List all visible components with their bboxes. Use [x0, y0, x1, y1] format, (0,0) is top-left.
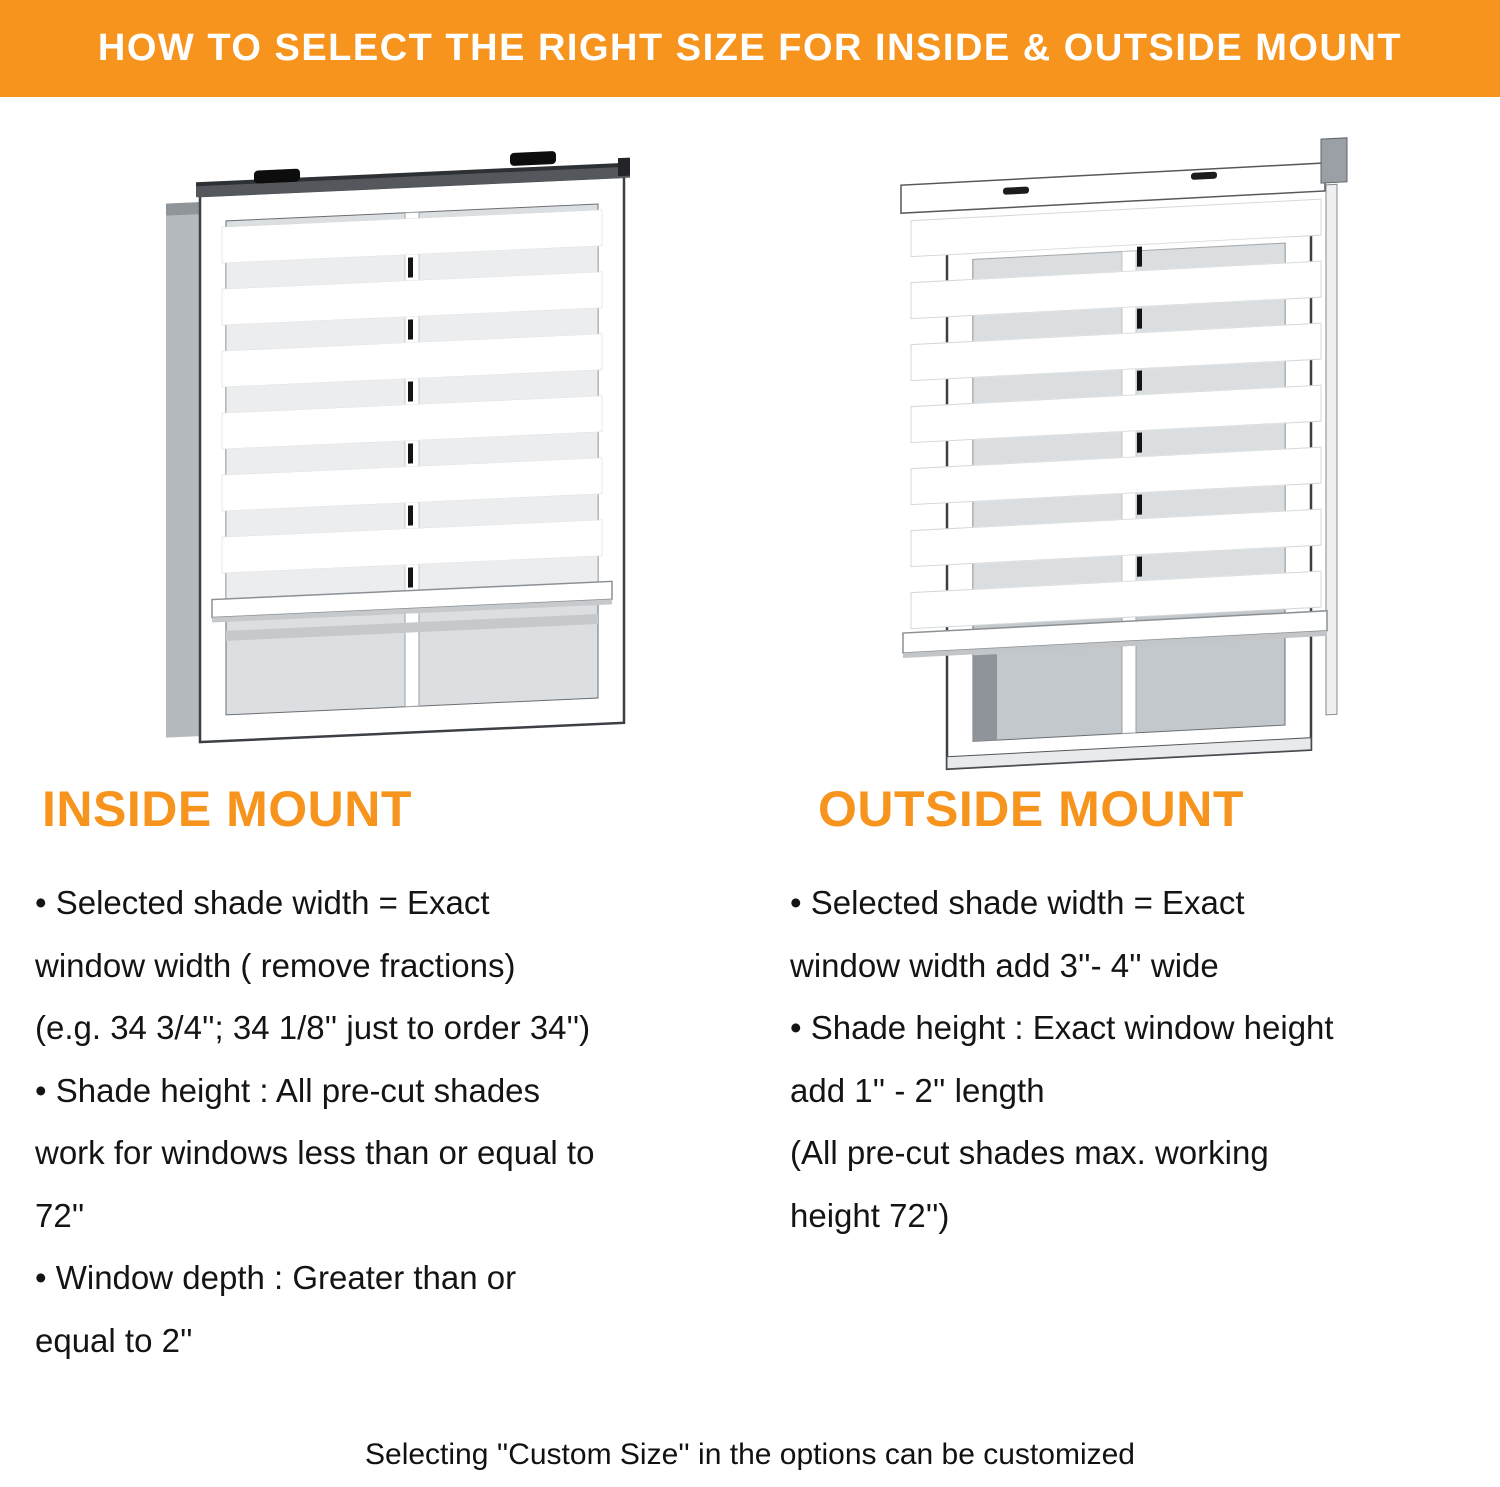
note-line: equal to 2'': [35, 1321, 193, 1359]
note-line: work for windows less than or equal to: [35, 1134, 595, 1171]
note-line: add 1'' - 2'' length: [790, 1071, 1045, 1109]
banner-title: HOW TO SELECT THE RIGHT SIZE FOR INSIDE & OUTSIDE MOUNT: [97, 27, 1403, 69]
note-line: • Window depth : Greater than or: [35, 1259, 517, 1296]
outside-mount-notes: [790, 872, 1490, 1247]
window-recess-jamb: [166, 202, 200, 738]
note-line: • Selected shade width = Exact: [790, 884, 1245, 921]
note-line: (All pre-cut shades max. working: [790, 1134, 1269, 1171]
inside-mount-illustration: [158, 148, 646, 778]
note-line: height 72''): [790, 1196, 950, 1234]
inside-mount-notes: [35, 872, 765, 1372]
note-line: 72'': [35, 1196, 85, 1234]
outside-mount-svg: [885, 126, 1355, 791]
note-line: • Shade height : All pre-cut shades: [35, 1071, 541, 1109]
mount-bracket: [1321, 138, 1347, 183]
note-line: (e.g. 34 3/4''; 34 1/8'' just to order 34''): [35, 1009, 591, 1046]
outside-mount-illustration: [885, 126, 1355, 796]
side-rail: [1326, 184, 1337, 715]
heading-outside-mount: OUTSIDE MOUNT: [818, 781, 1244, 837]
note-line: window width add 3''- 4'' wide: [790, 946, 1219, 984]
heading-inside-mount: INSIDE MOUNT: [42, 781, 412, 837]
note-line: • Selected shade width = Exact: [35, 884, 490, 921]
note-line: window width ( remove fractions): [35, 946, 516, 984]
footer-note: Selecting ''Custom Size'' in the options can be customized: [365, 1438, 1135, 1471]
note-line: • Shade height : Exact window height: [790, 1009, 1334, 1046]
header-banner: [0, 0, 1500, 97]
inside-mount-svg: [158, 148, 646, 773]
